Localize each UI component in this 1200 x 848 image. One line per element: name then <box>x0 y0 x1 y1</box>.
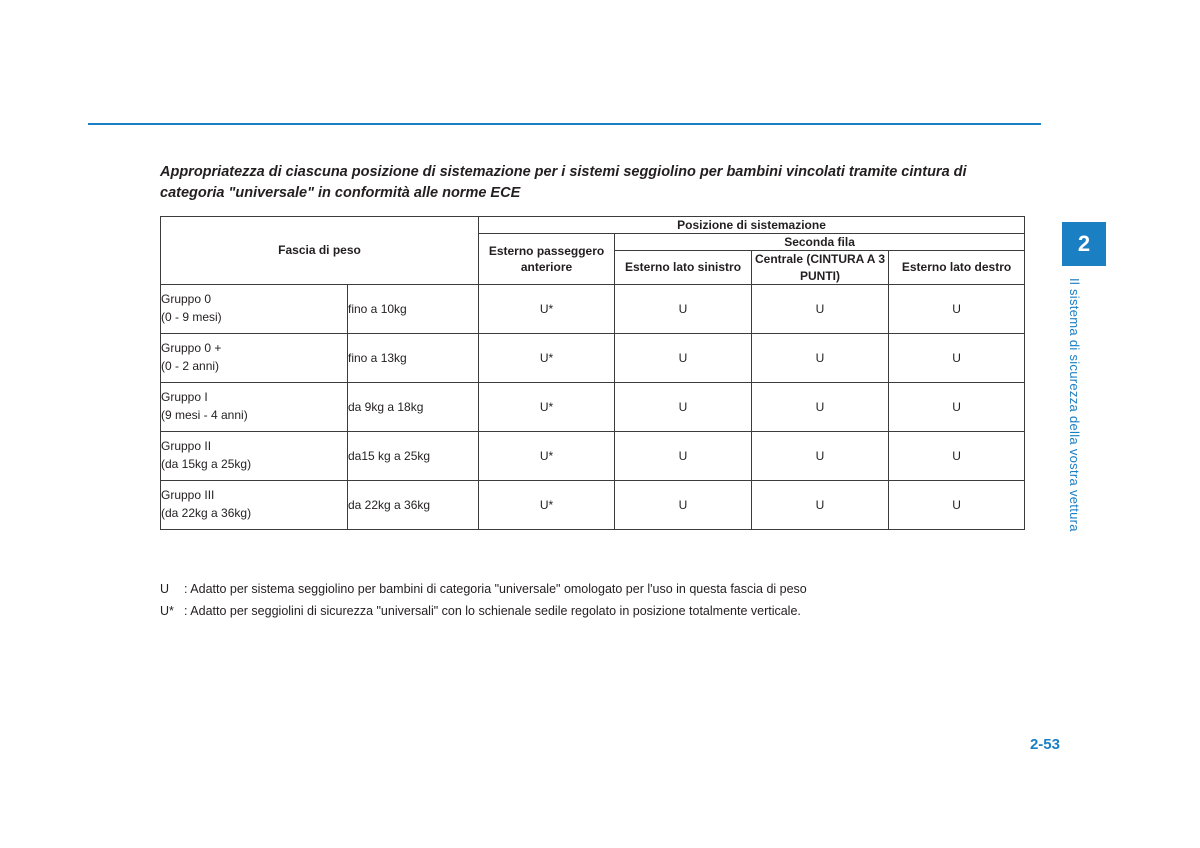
row-second-left: U <box>615 382 752 431</box>
row-second-center: U <box>752 431 889 480</box>
header-front-passenger: Esterno passeggero anteriore <box>479 234 615 285</box>
footnotes <box>160 579 1040 623</box>
row-group-1 <box>161 382 348 431</box>
group-line-1: Gruppo I <box>161 390 208 405</box>
table-row <box>161 382 1025 431</box>
row-front-passenger: U* <box>479 480 615 529</box>
row-second-right: U <box>889 333 1025 382</box>
footnote-key: U <box>160 582 170 596</box>
page-title: Appropriatezza di ciascuna posizione di sistemazione per i sistemi seggiolino per bambini vincolati tramite cintura di categoria "universale" in conformità alle norme ECE <box>160 164 967 202</box>
footnote-u-star <box>160 601 1040 623</box>
group-line-2: (0 - 9 mesi) <box>161 309 222 324</box>
header-second-row-center: Centrale (CINTURA A 3 PUNTI) <box>752 251 889 284</box>
row-group-0plus <box>161 333 348 382</box>
header-second-row: Seconda fila <box>615 234 1025 251</box>
row-front-passenger: U* <box>479 431 615 480</box>
row-second-center: U <box>752 333 889 382</box>
header-rule <box>88 123 1041 125</box>
page-number: 2-53 <box>1029 736 1060 753</box>
row-second-right: U <box>889 431 1025 480</box>
group-line-2: (da 15kg a 25kg) <box>161 456 252 471</box>
header-position: Posizione di sistemazione <box>479 217 1025 234</box>
row-front-passenger: U* <box>479 333 615 382</box>
row-second-left: U <box>615 284 752 333</box>
group-line-1: Gruppo 0 <box>161 292 212 307</box>
row-front-passenger: U* <box>479 382 615 431</box>
chapter-side-label: Il sistema di sicurezza della vostra vettura <box>1067 278 1082 532</box>
row-second-left: U <box>615 480 752 529</box>
table-row <box>161 480 1025 529</box>
group-line-2: (0 - 2 anni) <box>161 358 220 373</box>
row-second-right: U <box>889 284 1025 333</box>
footnote-separator: : <box>184 603 188 618</box>
row-weight: fino a 10kg <box>348 284 479 333</box>
group-line-1: Gruppo III <box>161 488 215 503</box>
footnote-separator: : <box>184 582 188 596</box>
row-second-center: U <box>752 382 889 431</box>
table-row <box>161 284 1025 333</box>
table-row <box>161 333 1025 382</box>
row-weight: da15 kg a 25kg <box>348 431 479 480</box>
footnote-text: Adatto per seggiolini di sicurezza "universali" con lo schienale sedile regolato in posizione totalmente verticale. <box>190 603 801 618</box>
group-line-1: Gruppo II <box>161 439 212 454</box>
table-row <box>161 431 1025 480</box>
header-second-row-left: Esterno lato sinistro <box>615 251 752 284</box>
row-second-center: U <box>752 284 889 333</box>
row-second-left: U <box>615 333 752 382</box>
group-line-2: (da 22kg a 36kg) <box>161 505 252 520</box>
row-second-left: U <box>615 431 752 480</box>
group-line-2: (9 mesi - 4 anni) <box>161 407 248 422</box>
row-weight: da 9kg a 18kg <box>348 382 479 431</box>
row-second-right: U <box>889 382 1025 431</box>
table-header-row-1 <box>161 217 1025 234</box>
header-weight-group: Fascia di peso <box>161 217 479 285</box>
chapter-number-tab: 2 <box>1062 222 1106 266</box>
row-second-right: U <box>889 480 1025 529</box>
footnote-u <box>160 579 1040 601</box>
row-weight: fino a 13kg <box>348 333 479 382</box>
seating-positions-table <box>160 216 1012 530</box>
row-group-3 <box>161 480 348 529</box>
row-weight: da 22kg a 36kg <box>348 480 479 529</box>
group-line-1: Gruppo 0 + <box>161 341 222 356</box>
header-second-row-right: Esterno lato destro <box>889 251 1025 284</box>
row-group-2 <box>161 431 348 480</box>
row-front-passenger: U* <box>479 284 615 333</box>
row-group-0 <box>161 284 348 333</box>
footnote-text: Adatto per sistema seggiolino per bambini di categoria "universale" omologato per l'uso in questa fascia di peso <box>190 582 807 596</box>
footnote-key: U* <box>160 603 174 618</box>
row-second-center: U <box>752 480 889 529</box>
